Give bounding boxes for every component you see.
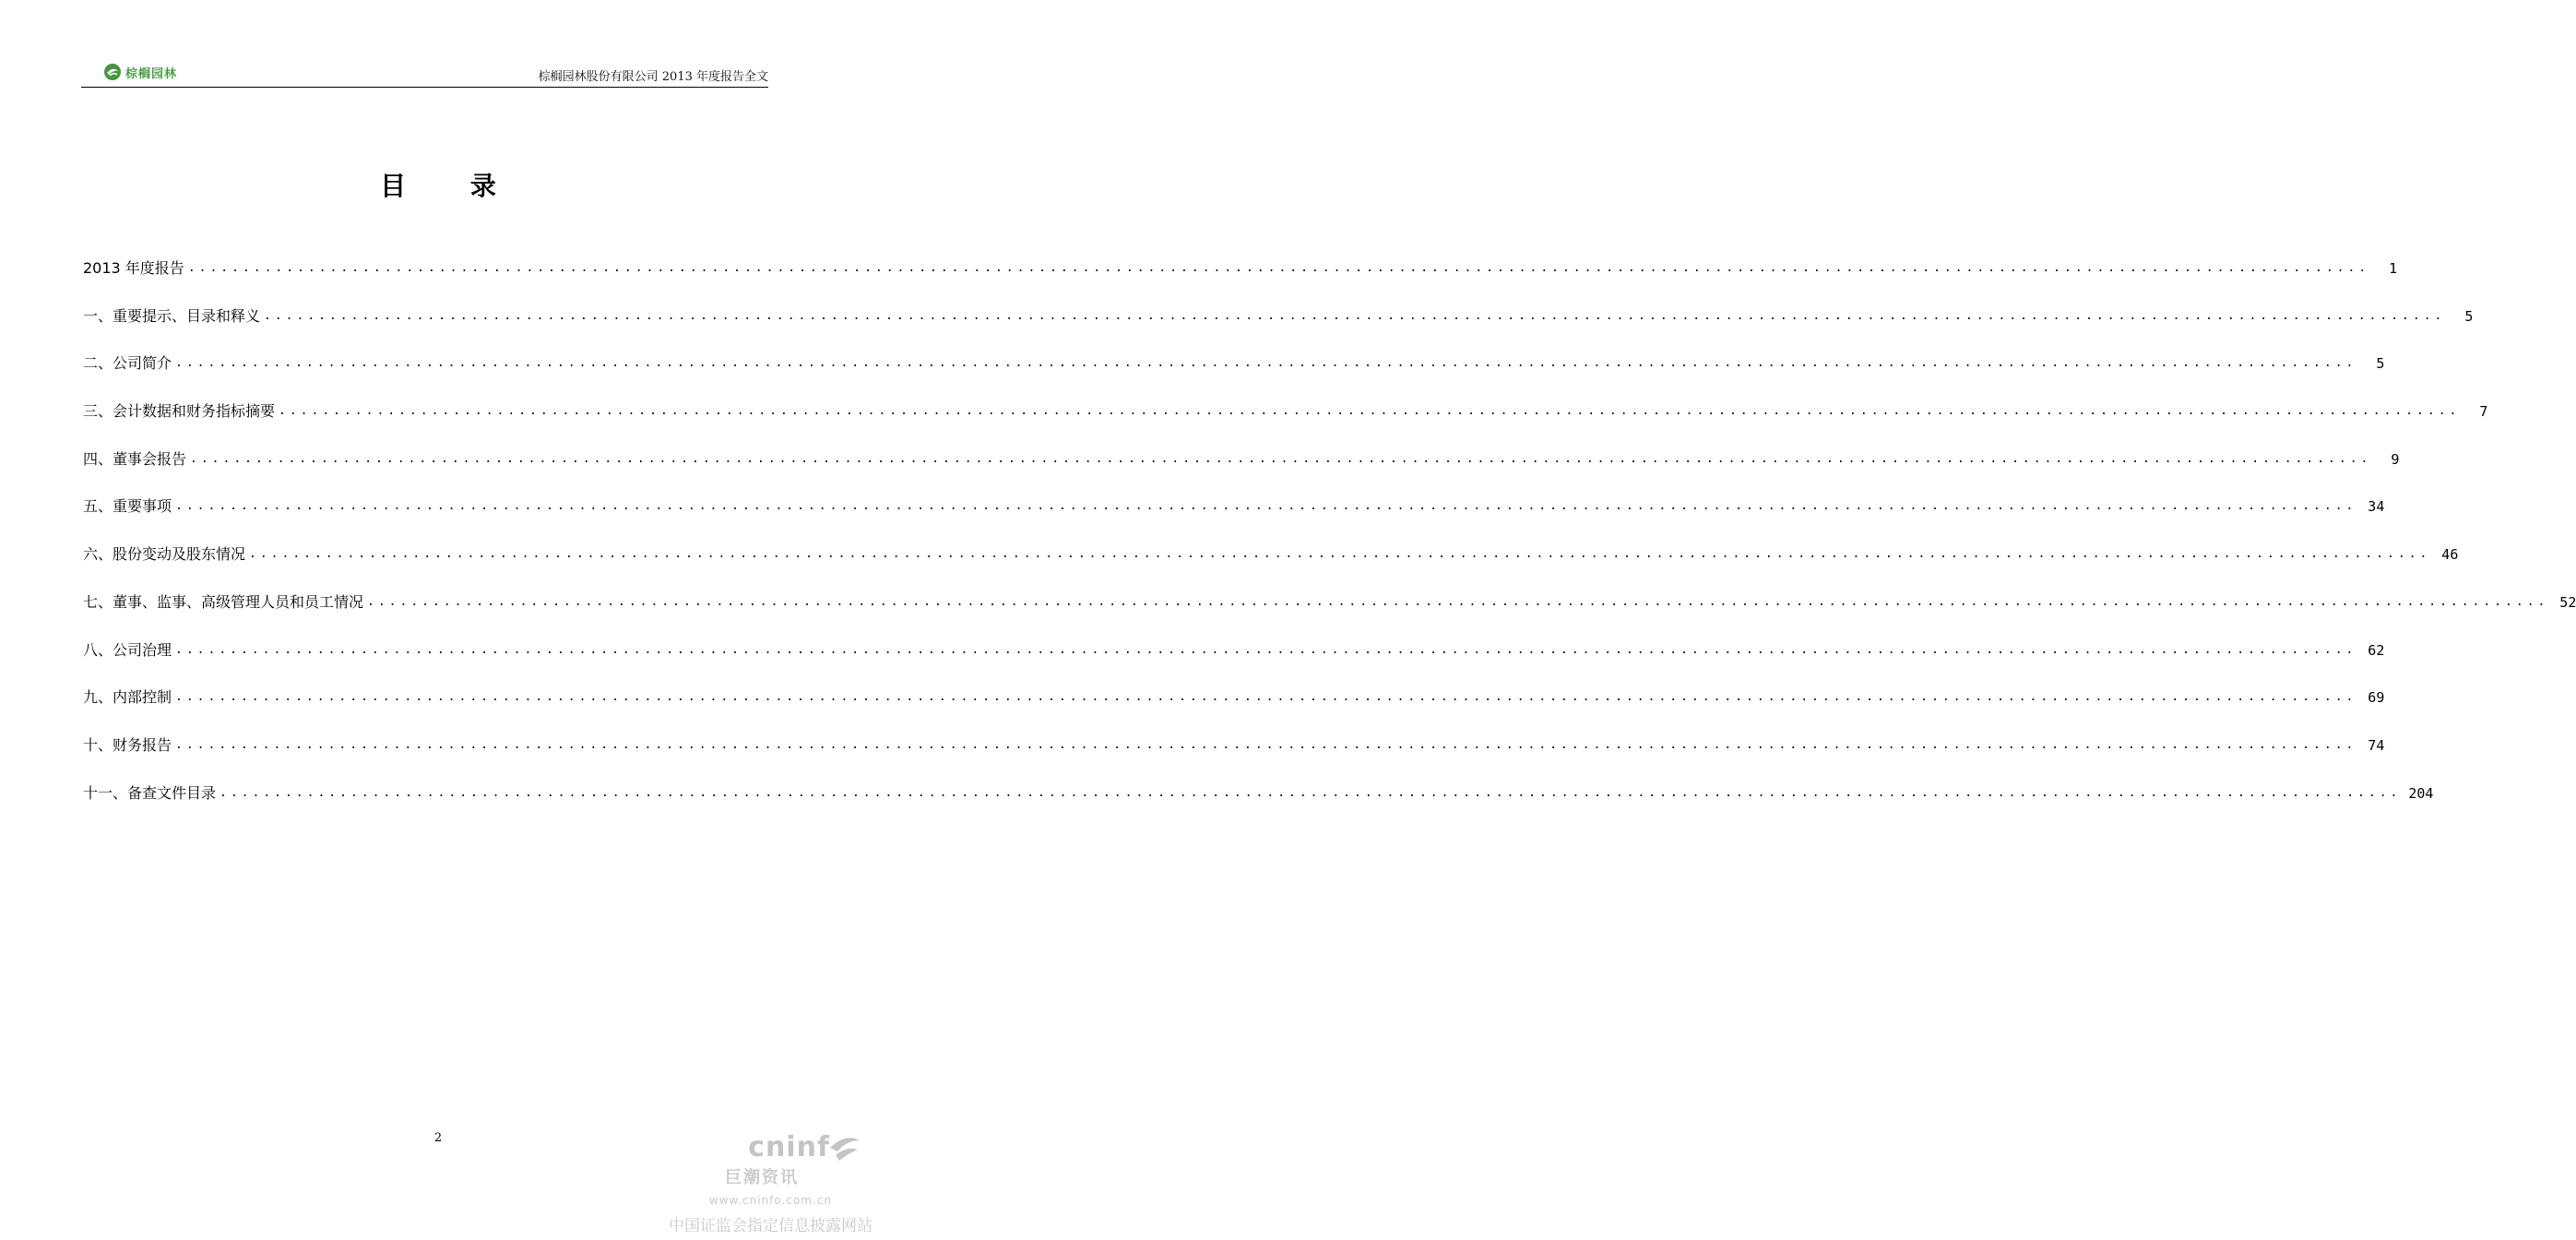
document-title: 棕榈园林股份有限公司 2013 年度报告全文	[538, 70, 768, 84]
table-of-contents	[83, 256, 2576, 829]
toc-leader-dots: ........................................................................................................................................................................................................	[279, 404, 2461, 419]
toc-entry[interactable]	[83, 256, 2398, 304]
cninfo-watermark	[660, 1131, 873, 1233]
toc-entry-title: 五、重要事项	[83, 497, 172, 516]
toc-entry-page: 52	[2559, 593, 2576, 611]
toc-entry-page: 9	[2391, 450, 2400, 468]
toc-leader-dots: ........................................................................................................................................................................................................	[175, 737, 2357, 752]
toc-entry[interactable]	[83, 352, 2385, 399]
toc-leader-dots: ........................................................................................................................................................................................................	[175, 690, 2357, 705]
logo-text: 棕榈园林	[125, 66, 178, 81]
toc-entry-page: 46	[2441, 546, 2459, 564]
palm-leaf-icon	[103, 63, 122, 81]
toc-leader-dots: ........................................................................................................................................................................................................	[175, 642, 2357, 657]
toc-entry[interactable]	[83, 686, 2385, 733]
toc-entry[interactable]	[83, 781, 2434, 829]
toc-entry[interactable]	[83, 542, 2459, 590]
toc-entry-title: 十一、备查文件目录	[83, 783, 217, 802]
toc-entry-title: 四、董事会报告	[83, 449, 187, 468]
toc-entry-page: 204	[2408, 784, 2434, 802]
toc-entry-page: 69	[2368, 689, 2385, 707]
page-title: 目 录	[380, 171, 524, 201]
toc-entry[interactable]	[83, 304, 2474, 352]
toc-entry-title: 八、公司治理	[83, 640, 172, 659]
toc-entry-title: 九、内部控制	[83, 688, 172, 707]
toc-entry-title: 一、重要提示、目录和释义	[83, 306, 261, 325]
toc-entry-page: 1	[2389, 260, 2398, 277]
toc-leader-dots: ........................................................................................................................................................................................................	[367, 594, 2549, 609]
toc-leader-dots: ........................................................................................................................................................................................................	[249, 547, 2431, 562]
toc-entry-title: 七、董事、监事、高级管理人员和员工情况	[83, 592, 364, 611]
toc-entry[interactable]	[83, 495, 2385, 542]
toc-entry[interactable]	[83, 399, 2488, 447]
watermark-url: www.cninfo.com.cn	[708, 1194, 832, 1207]
toc-leader-dots: ........................................................................................................................................................................................................	[264, 308, 2446, 323]
toc-entry-title: 三、会计数据和财务指标摘要	[83, 402, 276, 421]
toc-entry-page: 5	[2376, 355, 2385, 373]
toc-entry-page: 7	[2479, 403, 2488, 421]
toc-leader-dots: ........................................................................................................................................................................................................	[175, 499, 2357, 514]
toc-leader-dots: ........................................................................................................................................................................................................	[190, 451, 2372, 466]
watermark-logo-text: cninf	[748, 1131, 830, 1163]
toc-entry-title: 十、财务报告	[83, 735, 172, 754]
watermark-name: 巨潮资讯	[725, 1168, 799, 1187]
toc-entry[interactable]	[83, 447, 2400, 495]
page-header	[81, 59, 768, 88]
toc-entry-page: 74	[2368, 736, 2385, 754]
toc-entry[interactable]	[83, 733, 2385, 781]
toc-leader-dots: ........................................................................................................................................................................................................	[187, 261, 2370, 275]
toc-entry-title: 二、公司简介	[83, 354, 172, 373]
toc-entry-page: 62	[2368, 641, 2385, 659]
toc-entry-title: 2013 年度报告	[83, 259, 184, 277]
toc-entry-page: 5	[2464, 307, 2474, 325]
toc-leader-dots: ........................................................................................................................................................................................................	[175, 356, 2357, 371]
page-number: 2	[433, 1131, 443, 1145]
toc-entry[interactable]	[83, 638, 2385, 686]
watermark-slogan: 中国证监会指定信息披露网站	[669, 1217, 873, 1235]
toc-leader-dots: ........................................................................................................................................................................................................	[220, 785, 2402, 800]
cninfo-logo-icon	[826, 1131, 863, 1164]
toc-entry-title: 六、股份变动及股东情况	[83, 545, 246, 564]
toc-entry-page: 34	[2368, 498, 2385, 516]
company-logo	[103, 63, 177, 81]
toc-entry[interactable]	[83, 590, 2576, 638]
